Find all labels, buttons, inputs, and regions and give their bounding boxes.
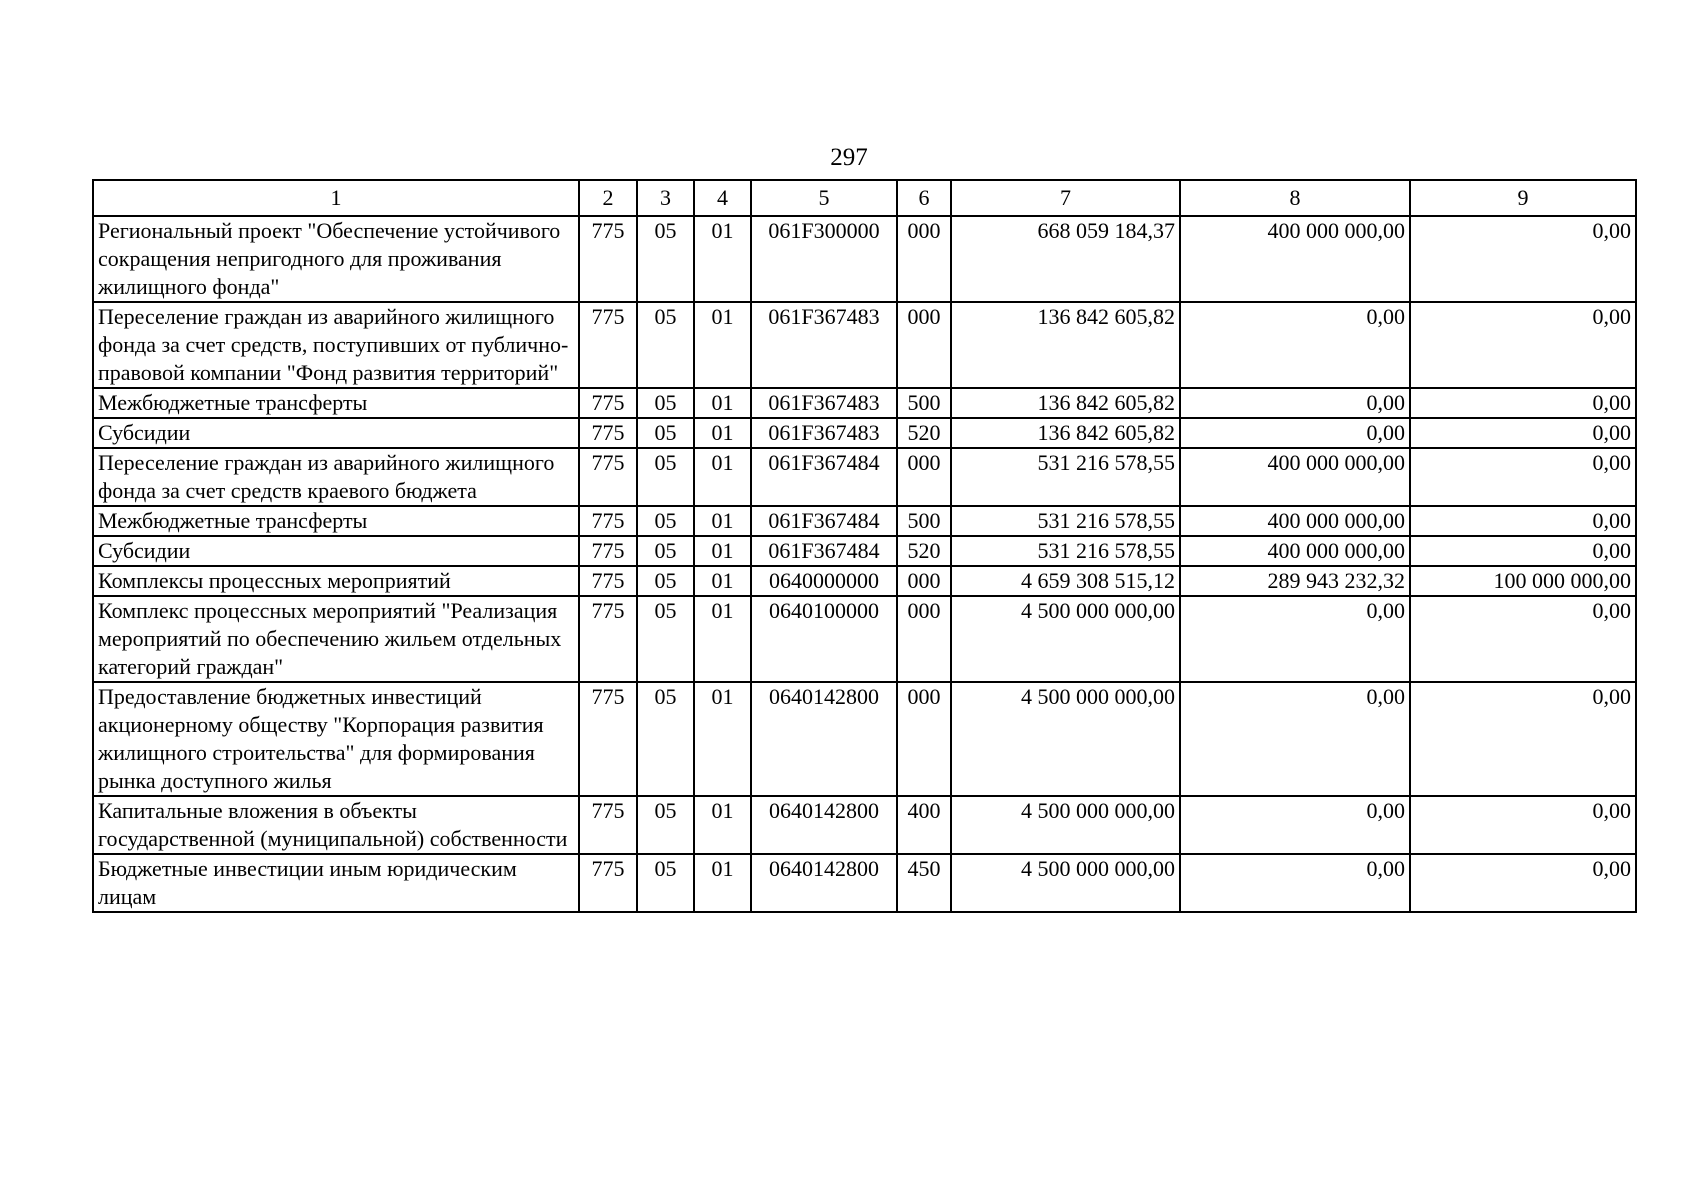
code-cell: 775 <box>579 418 637 448</box>
code-cell: 061F300000 <box>751 216 897 302</box>
code-cell: 000 <box>897 448 951 506</box>
code-cell: 01 <box>694 388 751 418</box>
code-cell: 775 <box>579 216 637 302</box>
code-cell: 775 <box>579 388 637 418</box>
amount-cell: 0,00 <box>1410 596 1636 682</box>
code-cell: 775 <box>579 448 637 506</box>
code-cell: 05 <box>637 216 694 302</box>
column-header: 9 <box>1410 180 1636 216</box>
code-cell: 01 <box>694 596 751 682</box>
code-cell: 05 <box>637 854 694 912</box>
amount-cell: 4 500 000 000,00 <box>951 854 1180 912</box>
code-cell: 520 <box>897 536 951 566</box>
column-header: 4 <box>694 180 751 216</box>
table-row <box>93 448 1636 506</box>
row-name-cell: Переселение граждан из аварийного жилищного фонда за счет средств краевого бюджета <box>93 448 579 506</box>
table-row <box>93 566 1636 596</box>
code-cell: 000 <box>897 302 951 388</box>
code-cell: 05 <box>637 418 694 448</box>
column-header: 1 <box>93 180 579 216</box>
amount-cell: 0,00 <box>1180 418 1410 448</box>
amount-cell: 400 000 000,00 <box>1180 448 1410 506</box>
row-name-cell: Межбюджетные трансферты <box>93 506 579 536</box>
column-header: 2 <box>579 180 637 216</box>
code-cell: 000 <box>897 596 951 682</box>
amount-cell: 400 000 000,00 <box>1180 216 1410 302</box>
row-name-cell: Субсидии <box>93 418 579 448</box>
amount-cell: 400 000 000,00 <box>1180 506 1410 536</box>
code-cell: 500 <box>897 388 951 418</box>
amount-cell: 0,00 <box>1410 796 1636 854</box>
amount-cell: 0,00 <box>1180 388 1410 418</box>
code-cell: 775 <box>579 596 637 682</box>
row-name-cell: Бюджетные инвестиции иным юридическим лицам <box>93 854 579 912</box>
code-cell: 01 <box>694 302 751 388</box>
code-cell: 000 <box>897 216 951 302</box>
amount-cell: 0,00 <box>1180 302 1410 388</box>
code-cell: 775 <box>579 302 637 388</box>
page-number: 297 <box>830 144 868 171</box>
code-cell: 0640142800 <box>751 796 897 854</box>
code-cell: 520 <box>897 418 951 448</box>
amount-cell: 0,00 <box>1180 682 1410 796</box>
amount-cell: 4 500 000 000,00 <box>951 796 1180 854</box>
amount-cell: 0,00 <box>1410 388 1636 418</box>
table-row <box>93 682 1636 796</box>
column-header: 3 <box>637 180 694 216</box>
code-cell: 775 <box>579 536 637 566</box>
code-cell: 05 <box>637 682 694 796</box>
row-name-cell: Комплекс процессных мероприятий "Реализация мероприятий по обеспечению жильем отдельных категорий граждан" <box>93 596 579 682</box>
table-row <box>93 418 1636 448</box>
amount-cell: 4 500 000 000,00 <box>951 596 1180 682</box>
row-name-cell: Региональный проект "Обеспечение устойчивого сокращения непригодного для проживания жилищного фонда" <box>93 216 579 302</box>
code-cell: 775 <box>579 566 637 596</box>
table-row <box>93 216 1636 302</box>
column-header: 6 <box>897 180 951 216</box>
amount-cell: 136 842 605,82 <box>951 388 1180 418</box>
amount-cell: 0,00 <box>1410 418 1636 448</box>
code-cell: 05 <box>637 388 694 418</box>
row-name-cell: Переселение граждан из аварийного жилищного фонда за счет средств, поступивших от публично-правовой компании "Фонд развития территорий" <box>93 302 579 388</box>
table-row <box>93 506 1636 536</box>
amount-cell: 289 943 232,32 <box>1180 566 1410 596</box>
code-cell: 061F367483 <box>751 418 897 448</box>
amount-cell: 531 216 578,55 <box>951 536 1180 566</box>
amount-cell: 0,00 <box>1410 506 1636 536</box>
code-cell: 01 <box>694 418 751 448</box>
code-cell: 05 <box>637 448 694 506</box>
code-cell: 05 <box>637 596 694 682</box>
code-cell: 061F367484 <box>751 536 897 566</box>
code-cell: 500 <box>897 506 951 536</box>
table-row <box>93 854 1636 912</box>
row-name-cell: Капитальные вложения в объекты государственной (муниципальной) собственности <box>93 796 579 854</box>
budget-table <box>92 179 1637 913</box>
amount-cell: 0,00 <box>1180 854 1410 912</box>
code-cell: 05 <box>637 566 694 596</box>
code-cell: 061F367484 <box>751 506 897 536</box>
code-cell: 061F367483 <box>751 388 897 418</box>
code-cell: 775 <box>579 854 637 912</box>
column-header: 7 <box>951 180 1180 216</box>
code-cell: 061F367483 <box>751 302 897 388</box>
table-row <box>93 796 1636 854</box>
code-cell: 01 <box>694 536 751 566</box>
table-row <box>93 302 1636 388</box>
amount-cell: 4 659 308 515,12 <box>951 566 1180 596</box>
code-cell: 775 <box>579 796 637 854</box>
code-cell: 0640142800 <box>751 682 897 796</box>
code-cell: 000 <box>897 566 951 596</box>
code-cell: 05 <box>637 536 694 566</box>
code-cell: 05 <box>637 506 694 536</box>
amount-cell: 100 000 000,00 <box>1410 566 1636 596</box>
code-cell: 061F367484 <box>751 448 897 506</box>
row-name-cell: Межбюджетные трансферты <box>93 388 579 418</box>
amount-cell: 0,00 <box>1410 854 1636 912</box>
code-cell: 01 <box>694 796 751 854</box>
code-cell: 05 <box>637 302 694 388</box>
code-cell: 000 <box>897 682 951 796</box>
code-cell: 775 <box>579 682 637 796</box>
code-cell: 01 <box>694 216 751 302</box>
table-row <box>93 536 1636 566</box>
amount-cell: 531 216 578,55 <box>951 506 1180 536</box>
code-cell: 01 <box>694 506 751 536</box>
amount-cell: 0,00 <box>1410 536 1636 566</box>
amount-cell: 668 059 184,37 <box>951 216 1180 302</box>
row-name-cell: Субсидии <box>93 536 579 566</box>
amount-cell: 531 216 578,55 <box>951 448 1180 506</box>
column-header: 5 <box>751 180 897 216</box>
amount-cell: 0,00 <box>1410 448 1636 506</box>
amount-cell: 0,00 <box>1180 796 1410 854</box>
amount-cell: 0,00 <box>1410 302 1636 388</box>
amount-cell: 136 842 605,82 <box>951 418 1180 448</box>
code-cell: 01 <box>694 682 751 796</box>
amount-cell: 0,00 <box>1180 596 1410 682</box>
table-body <box>93 216 1636 912</box>
amount-cell: 400 000 000,00 <box>1180 536 1410 566</box>
table-row <box>93 596 1636 682</box>
code-cell: 0640142800 <box>751 854 897 912</box>
code-cell: 0640000000 <box>751 566 897 596</box>
amount-cell: 0,00 <box>1410 216 1636 302</box>
code-cell: 450 <box>897 854 951 912</box>
code-cell: 01 <box>694 566 751 596</box>
code-cell: 01 <box>694 854 751 912</box>
code-cell: 01 <box>694 448 751 506</box>
row-name-cell: Предоставление бюджетных инвестиций акционерному обществу "Корпорация развития жилищного строительства" для формирования рынка доступного жилья <box>93 682 579 796</box>
amount-cell: 4 500 000 000,00 <box>951 682 1180 796</box>
row-name-cell: Комплексы процессных мероприятий <box>93 566 579 596</box>
code-cell: 05 <box>637 796 694 854</box>
code-cell: 400 <box>897 796 951 854</box>
column-header: 8 <box>1180 180 1410 216</box>
table-row <box>93 388 1636 418</box>
code-cell: 0640100000 <box>751 596 897 682</box>
code-cell: 775 <box>579 506 637 536</box>
header-row <box>93 180 1636 216</box>
amount-cell: 0,00 <box>1410 682 1636 796</box>
amount-cell: 136 842 605,82 <box>951 302 1180 388</box>
